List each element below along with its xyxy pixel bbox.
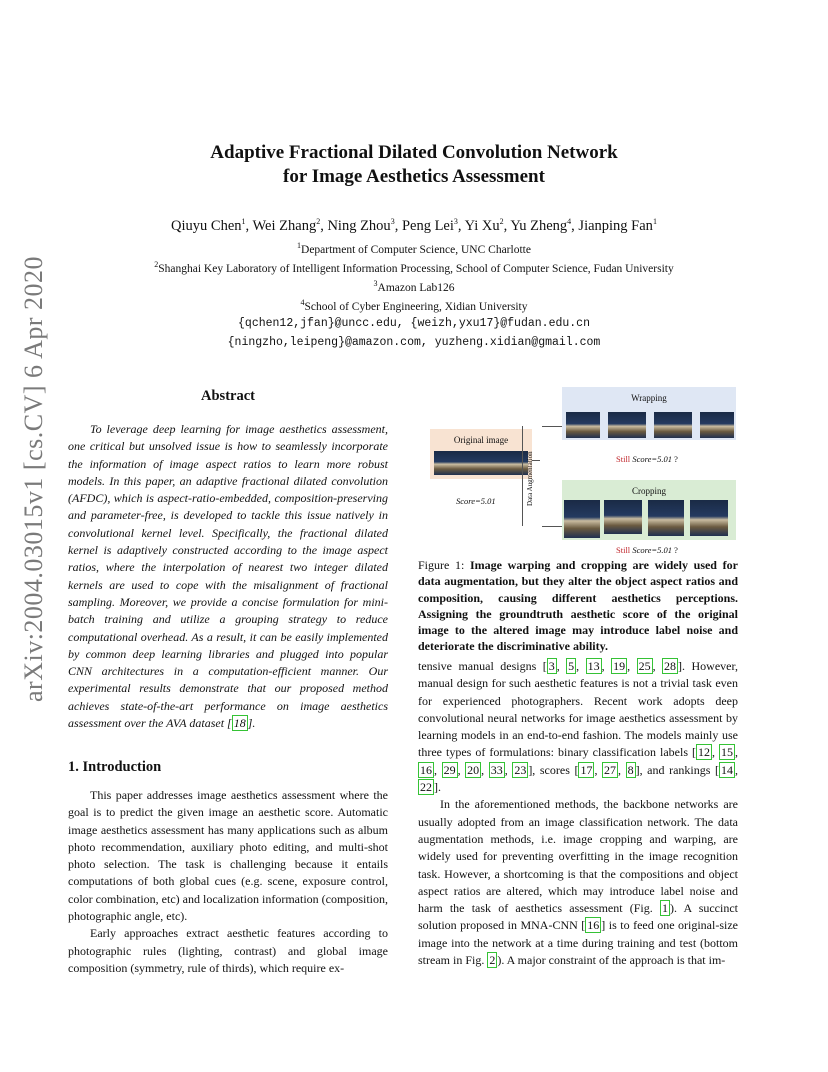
author: Jianping Fan$^1$: [578, 217, 657, 234]
affiliation: $^3$Amazon Lab126: [373, 279, 455, 294]
affiliation: $^1$Department of Computer Science, UNC Charlotte: [297, 241, 531, 256]
citation-link[interactable]: 28: [664, 659, 677, 673]
citation-link[interactable]: 29: [443, 762, 456, 777]
citation-link[interactable]: 23: [514, 762, 527, 777]
arrow: [542, 526, 562, 527]
original-score: Score=5.01: [456, 496, 496, 506]
citation-link[interactable]: 33: [490, 762, 503, 777]
title-line-2: for Image Aesthetics Assessment: [283, 166, 545, 187]
warped-photo: [700, 412, 734, 438]
paragraph: This paper addresses image aesthetics assessment where the goal is to predict the given image an aesthetic score. Automatic image aesthetics assessment has many applications such as album photo recommendation, auxiliary photo editing, and multi-shot photo selection. The task is challenging because it entails computations of both global cues (e.g. scene, exposure control, color combination, etc) and localization information (composition, photographic angle, etc).: [68, 788, 388, 924]
abstract-heading: Abstract: [201, 388, 255, 404]
paragraph: tensive manual designs [ 3 , 5 , 13 , 19 , 25 , 28 ]. However, manual design for such aesthetic features is not a trivial task even for experienced photographers. Recent work adopts deep convolutional neural networks for image aesthetics assessment by learning models in an end-to-end fashion. The models mainly use three types of formulations: binary classification labels [ 12 , 15 , 16 , 29 , 20 , 33 , 23 ], scores [ 17 , 27 , 8 ], and rankings [ 14 , 22 ].: [418, 659, 739, 795]
citation-link[interactable]: 22: [420, 780, 432, 795]
wrapping-score-note: Still Score=5.01 ?: [616, 454, 678, 464]
section-heading: 1. Introduction: [68, 759, 162, 775]
author: Qiuyu Chen$^1$: [171, 217, 246, 234]
citation-link[interactable]: 13: [587, 659, 600, 673]
author: Yi Xu$^2$: [464, 217, 504, 234]
author-list: Qiuyu Chen$^1$, Wei Zhang$^2$, Ning Zhou$^3$, Peng Lei$^3$, Yi Xu$^2$, Yu Zheng$^4$, Jianping Fan$^1$: [171, 217, 657, 234]
citation-link[interactable]: 27: [604, 762, 617, 777]
arrow: [542, 426, 562, 427]
citation-link[interactable]: 16: [420, 762, 432, 777]
author: Wei Zhang$^2$: [252, 217, 321, 234]
cropped-photo: [564, 500, 600, 538]
figure-1: [418, 384, 738, 556]
citation-link[interactable]: 17: [580, 762, 593, 777]
abstract-text: To leverage deep learning for image aesthetics assessment, one critical but unsolved issue is how to seamlessly incorporate the information of image aspect ratios to learn more robust models. In this paper, an adaptive fractional dilated convolution (AFDC), which is aspect-ratio-embedded, composition-preserving and parameter-free, is developed to tackle this issue natively in convolutional kernel level. Specifically, the fractional dilated kernel is adaptively constructed according to the image aspect ratios, where the interpolation of nearest two integer dilated kernels are used to cope with the misalignment of fractional sampling. Moreover, we provide a concise formulation for mini-batch training and utilize a grouping strategy to reduce computational overhead. As a result, it can be easily implemented by common deep learning libraries and plugged into popular CNN architectures in a computation-efficient manner. Our experimental results demonstrate that our proposed method achieves state-of-the-art performance on image aesthetics assessment over the AVA dataset [ 18 ].: [68, 422, 388, 731]
citation-link[interactable]: 16: [587, 918, 600, 933]
citation-link[interactable]: 18: [233, 716, 246, 731]
intro-body: [68, 787, 388, 977]
warped-photo: [654, 412, 692, 438]
paragraph: Early approaches extract aesthetic features according to photographic rules (lighting, contrast) and global image composition (symmetry, rule of thirds), which require ex-: [68, 926, 388, 975]
cropped-photo: [690, 500, 728, 536]
wrapping-label: Wrapping: [631, 393, 667, 403]
email-line: {ningzho,leipeng}@amazon.com, yuzheng.xidian@gmail.com: [227, 336, 601, 349]
author: Yu Zheng$^4$: [510, 217, 572, 234]
arxiv-stamp: arXiv:2004.03015v1 [cs.CV] 6 Apr 2020: [19, 255, 48, 702]
figure-caption: Figure 1: Image warping and cropping are widely used for data augmentation, but they alter the object aspect ratios and composition, causing different aesthetics perceptions. Assigning the groundtruth aesthetic score of the original image to the altered image may introduce label noise and deteriorate the discriminative ability.: [418, 558, 738, 654]
warped-photo: [566, 412, 600, 438]
citation-link[interactable]: 14: [721, 762, 733, 777]
figure-ref-link[interactable]: 2: [489, 953, 496, 968]
original-photo: [434, 451, 528, 475]
citation-link[interactable]: 8: [627, 762, 634, 777]
figure-ref-link[interactable]: 1: [661, 901, 668, 916]
cropping-label: Cropping: [631, 486, 666, 496]
affiliation: $^4$School of Cyber Engineering, Xidian University: [300, 298, 528, 313]
author: Peng Lei$^3$: [401, 217, 458, 234]
title-line-1: Adaptive Fractional Dilated Convolution Network: [210, 142, 618, 163]
citation-link[interactable]: 20: [467, 762, 480, 777]
citation-link[interactable]: 25: [638, 659, 651, 673]
citation-link[interactable]: 5: [568, 659, 575, 673]
citation-link[interactable]: 3: [548, 659, 555, 673]
warped-photo: [608, 412, 646, 438]
right-column-body: [418, 658, 738, 969]
citation-link[interactable]: 19: [613, 659, 626, 673]
cropped-photo: [604, 500, 642, 534]
citation-link[interactable]: 15: [721, 745, 734, 760]
citation-link[interactable]: 12: [698, 745, 710, 760]
cropping-score-note: Still Score=5.01 ?: [616, 545, 678, 555]
original-image-label: Original image: [453, 435, 509, 445]
original-image-panel: [430, 429, 532, 479]
wrapping-panel: [562, 387, 736, 440]
paragraph: In the aforementioned methods, the backbone networks are usually adopted from an image classification network. The data augmentation methods, i.e. image cropping and warping, are widely used for preventing overfitting in the image recognition task. However, a shortcoming is that the compositions and object aspect ratios are altered, which may introduce label noise and harm the task of aesthetics assessment (Fig. 1 ). A succinct solution proposed in MNA-CNN [ 16 ] is to feed one original-size image into the network at a time during training and test (bottom stream in Fig. 2 ). A major constraint of the approach is that im-: [418, 797, 739, 968]
email-line: {qchen12,jfan}@uncc.edu, {weizh,yxu17}@fudan.edu.cn: [238, 317, 590, 330]
cropped-photo: [648, 500, 684, 536]
affiliation: $^2$Shanghai Key Laboratory of Intelligent Information Processing, School of Computer Science, Fudan University: [154, 260, 674, 275]
paper-title: [0, 141, 828, 189]
data-augmentation-label: Data Augmentation: [526, 451, 534, 507]
cropping-panel: [562, 480, 736, 540]
author: Ning Zhou$^3$: [327, 217, 395, 234]
